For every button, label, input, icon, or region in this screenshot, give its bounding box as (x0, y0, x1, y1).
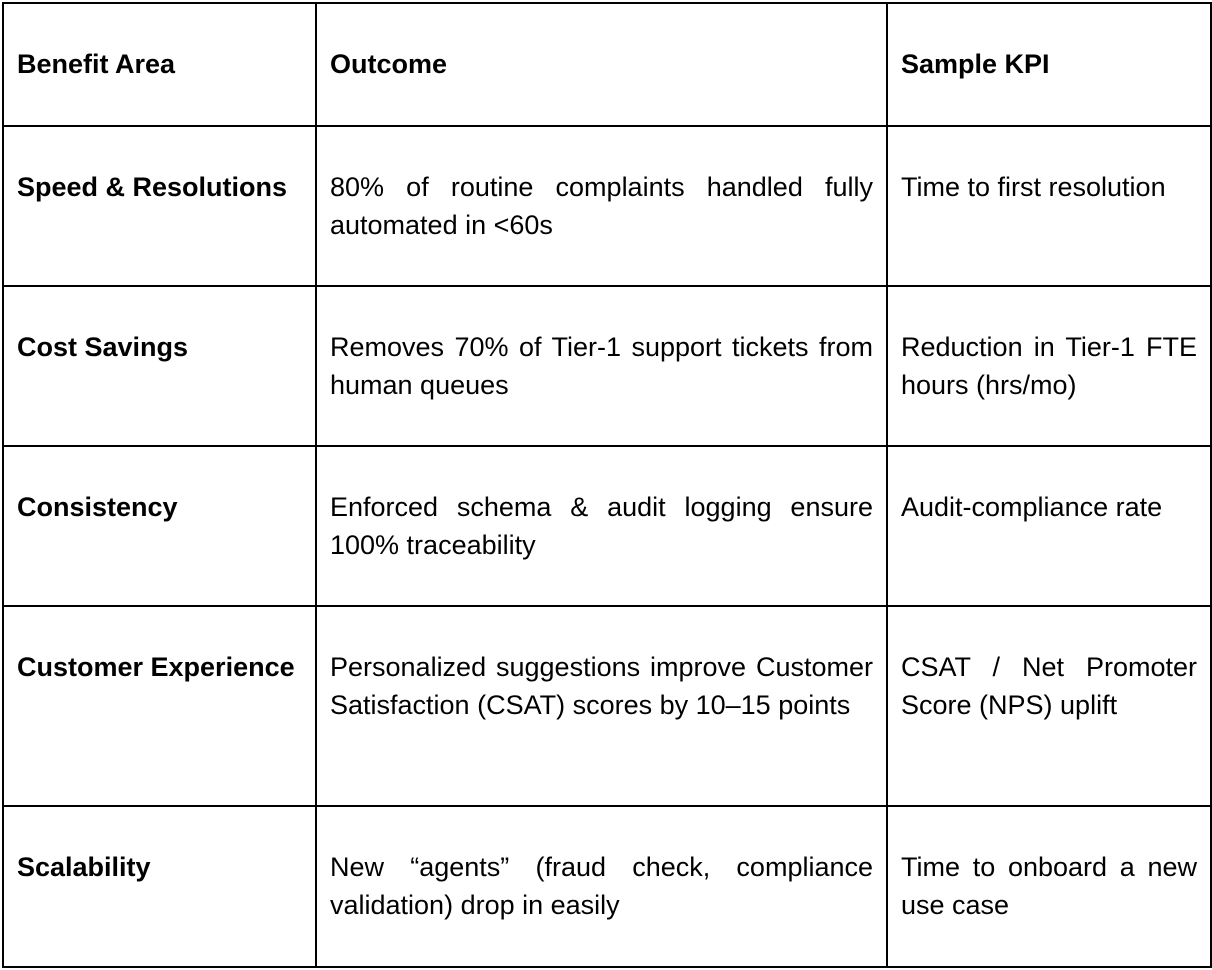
benefit-area-cell: Customer Experience (3, 606, 316, 806)
header-outcome: Outcome (316, 3, 887, 126)
benefits-table (2, 2, 1212, 968)
benefit-area-cell: Cost Savings (3, 286, 316, 446)
sample-kpi-cell: Audit-compliance rate (887, 446, 1211, 606)
table-row (3, 606, 1211, 806)
header-benefit-area: Benefit Area (3, 3, 316, 126)
outcome-cell: Enforced schema & audit logging ensure 100% traceability (316, 446, 887, 606)
sample-kpi-cell: CSAT / Net Promoter Score (NPS) uplift (887, 606, 1211, 806)
header-sample-kpi: Sample KPI (887, 3, 1211, 126)
outcome-cell: Personalized suggestions improve Customer Satisfaction (CSAT) scores by 10–15 points (316, 606, 887, 806)
table-row (3, 126, 1211, 286)
benefit-area-cell: Consistency (3, 446, 316, 606)
table-header-row (3, 3, 1211, 126)
outcome-cell: Removes 70% of Tier-1 support tickets from human queues (316, 286, 887, 446)
benefit-area-cell: Scalability (3, 806, 316, 967)
outcome-cell: 80% of routine complaints handled fully automated in <60s (316, 126, 887, 286)
sample-kpi-cell: Reduction in Tier-1 FTE hours (hrs/mo) (887, 286, 1211, 446)
table-row (3, 446, 1211, 606)
sample-kpi-cell: Time to onboard a new use case (887, 806, 1211, 967)
table-row (3, 806, 1211, 967)
table-row (3, 286, 1211, 446)
outcome-cell: New “agents” (fraud check, compliance validation) drop in easily (316, 806, 887, 967)
benefit-area-cell: Speed & Resolutions (3, 126, 316, 286)
sample-kpi-cell: Time to first resolution (887, 126, 1211, 286)
